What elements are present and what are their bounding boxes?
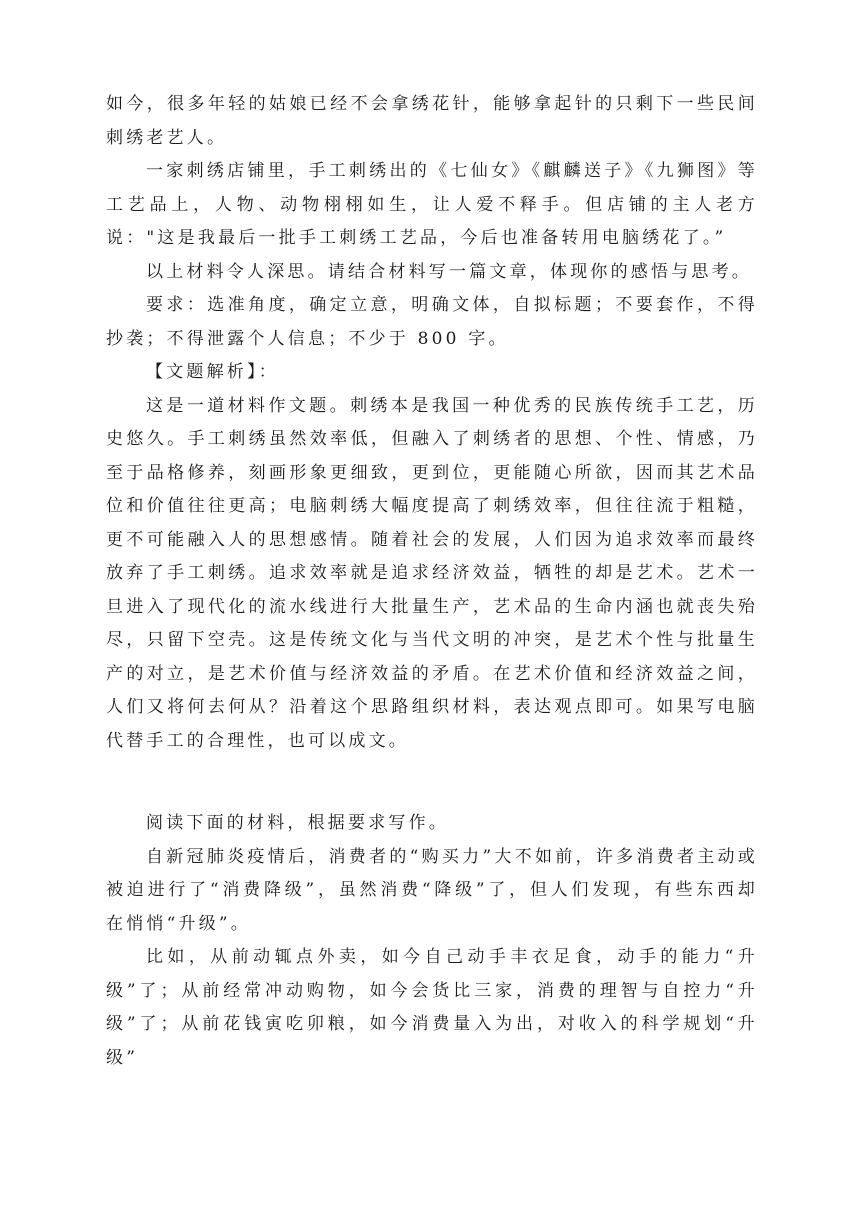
document-page	[106, 88, 758, 1075]
essay-prompt-embroidery	[106, 88, 758, 758]
material-paragraph-2: 一家刺绣店铺里，手工刺绣出的《七仙女》《麒麟送子》《九狮图》等工艺品上，人物、动物栩栩如生，让人爱不释手。但店铺的主人老方说："这是我最后一批手工刺绣工艺品，今后也准备转用电脑绣花了。”	[106, 161, 758, 248]
requirements: 要求：选准角度，确定立意，明确文体，自拟标题；不要套作，不得抄袭；不得泄露个人信息；不少于 800 字。	[106, 295, 758, 349]
material-paragraph-consumption: 自新冠肺炎疫情后，消费者的“购买力”大不如前，许多消费者主动或被迫进行了“消费降级”，虽然消费“降级”了，但人们发现，有些东西却在悄悄“升级”。	[106, 846, 758, 934]
essay-prompt-consumption	[106, 807, 758, 1075]
material-paragraph-1: 如今，很多年轻的姑娘已经不会拿绣花针，能够拿起针的只剩下一些民间刺绣老艺人。	[106, 94, 758, 148]
material-paragraph-examples: 比如，从前动辄点外卖，如今自己动手丰衣足食，动手的能力“升级”了；从前经常冲动购物，如今会货比三家，消费的理智与自控力“升级”了；从前花钱寅吃卯粮，如今消费量入为出，对收入的科学规划“升级”	[106, 947, 758, 1068]
task-instruction: 以上材料令人深思。请结合材料写一篇文章，体现你的感悟与思考。	[146, 261, 752, 282]
analysis-heading: 【文题解析】：	[146, 362, 279, 382]
prompt-intro: 阅读下面的材料，根据要求写作。	[146, 813, 449, 833]
section-gap	[106, 758, 758, 807]
analysis-paragraph: 这是一道材料作文题。刺绣本是我国一种优秀的民族传统手工艺，历史悠久。手工刺绣虽然效率低，但融入了刺绣者的思想、个性、情感，乃至于品格修养，刻画形象更细致，更到位，更能随心所欲，因而其艺术品位和价值往往更高；电脑刺绣大幅度提高了刺绣效率，但往往流于粗糙，更不可能融入人的思想感情。随着社会的发展，人们因为追求效率而最终放弃了手工刺绣。追求效率就是追求经济效益，牺牲的却是艺术。艺术一旦进入了现代化的流水线进行大批量生产，艺术品的生命内涵也就丧失殆尽，只留下空壳。这是传统文化与当代文明的冲突，是艺术个性与批量生产的对立，是艺术价值与经济效益的矛盾。在艺术价值和经济效益之间，人们又将何去何从？沿着这个思路组织材料，表达观点即可。如果写电脑代替手工的合理性，也可以成文。	[106, 395, 758, 751]
